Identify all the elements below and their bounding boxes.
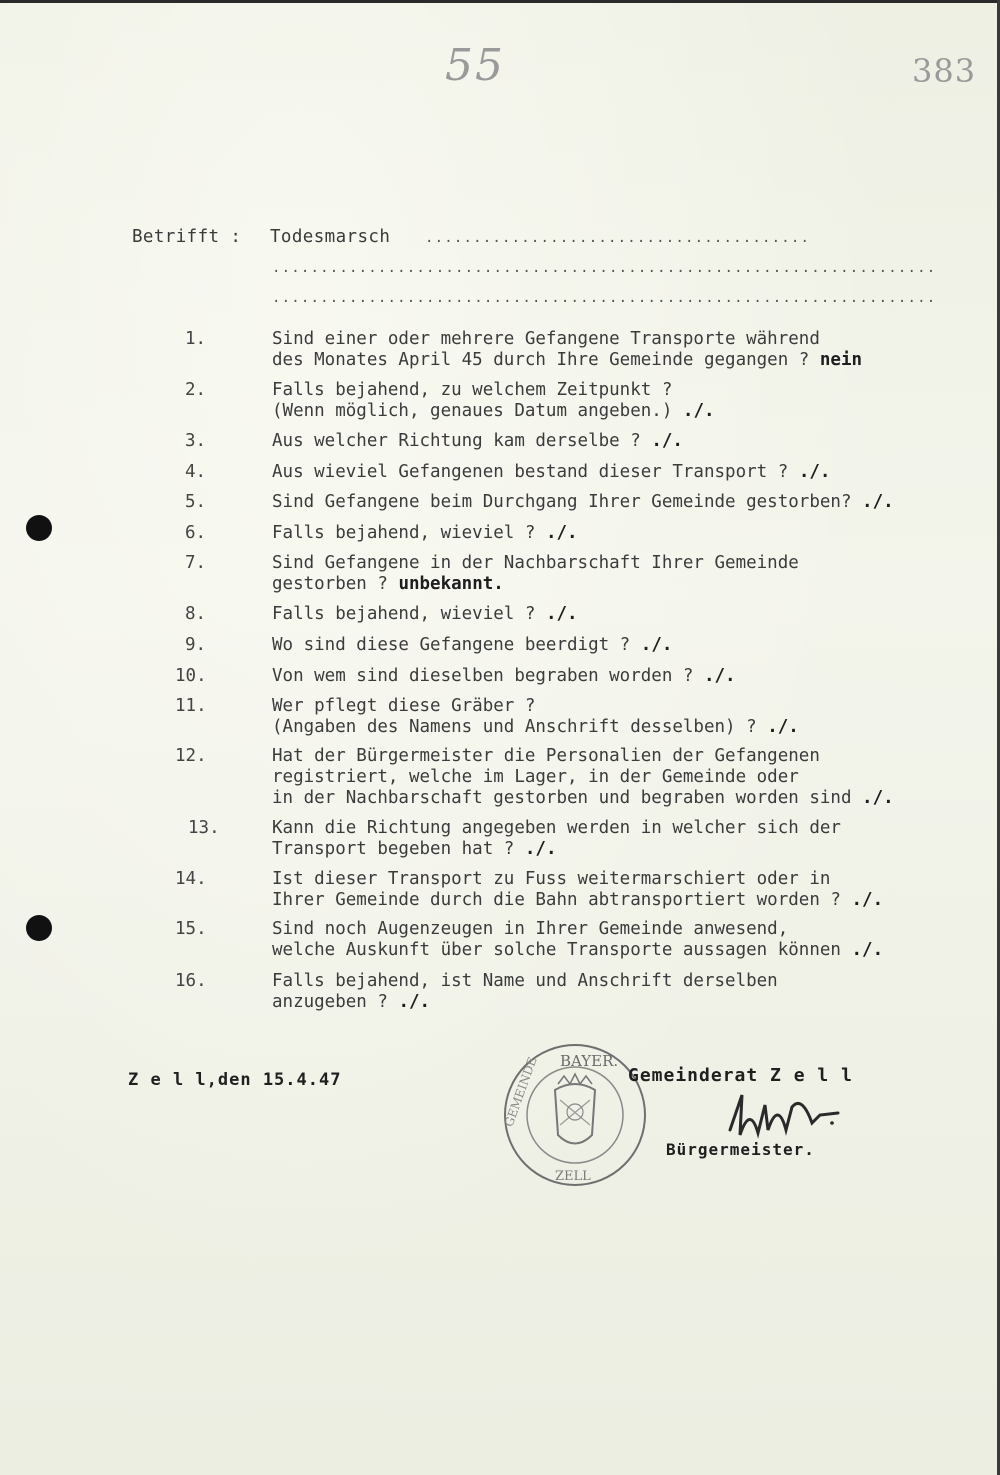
question-text-line [272, 919, 883, 940]
question-number: 7. [185, 553, 207, 573]
question-text: Ist dieser Transport zu Fuss weitermarschiert oder in [272, 869, 831, 889]
answer-text: ./. [682, 401, 715, 421]
question-text: Falls bejahend, ist Name und Anschrift derselben [272, 971, 778, 991]
question-text: anzugeben ? [272, 992, 388, 1012]
question-text-line [272, 746, 894, 767]
question-text: Hat der Bürgermeister die Personalien der Gefangenen [272, 746, 820, 766]
question-text: Sind noch Augenzeugen in Ihrer Gemeinde anwesend, [272, 919, 789, 939]
place-date: Z e l l,den 15.4.47 [128, 1070, 342, 1090]
subject-dotted-line-1: ........................................ [425, 230, 811, 246]
question-text-line [272, 350, 862, 371]
question-item [272, 523, 578, 544]
question-text-line [272, 992, 778, 1013]
question-number: 1. [185, 329, 207, 349]
question-item [272, 492, 894, 513]
question-item [272, 380, 715, 422]
question-text: Sind Gefangene beim Durchgang Ihrer Gemeinde gestorben? [272, 492, 852, 512]
question-text-line [272, 717, 799, 738]
question-text: Sind einer oder mehrere Gefangene Transporte während [272, 329, 820, 349]
question-item [272, 635, 672, 656]
question-item [272, 462, 830, 483]
question-text-line [272, 401, 715, 422]
question-text: Sind Gefangene in der Nachbarschaft Ihrer Gemeinde [272, 553, 799, 573]
question-text-line [272, 818, 841, 839]
question-text-line [272, 788, 894, 809]
question-item [272, 696, 799, 738]
question-number: 6. [185, 523, 207, 543]
question-number: 11. [175, 696, 207, 716]
question-number: 13. [188, 818, 220, 838]
question-text-line [272, 696, 799, 717]
stamp-bottom-text: ZELL [555, 1169, 591, 1184]
handwritten-page-number: 55 [445, 40, 505, 91]
question-text-line [272, 635, 672, 656]
question-text: Wo sind diese Gefangene beerdigt ? [272, 635, 631, 655]
question-text: des Monates April 45 durch Ihre Gemeinde gegangen ? [272, 350, 810, 370]
question-number: 2. [185, 380, 207, 400]
mayor-title: Bürgermeister. [666, 1140, 815, 1159]
question-text-line [272, 869, 883, 890]
answer-text: ./. [524, 839, 557, 859]
scan-edge-top [0, 0, 1000, 3]
question-text-line [272, 492, 894, 513]
question-text-line [272, 666, 736, 687]
answer-text: nein [819, 350, 863, 370]
question-text-line [272, 890, 883, 911]
punch-hole-icon [26, 915, 52, 941]
question-text: Falls bejahend, wieviel ? [272, 604, 536, 624]
subject-dotted-line-2: ..................................................................... [272, 260, 937, 276]
question-text: Falls bejahend, wieviel ? [272, 523, 536, 543]
question-number: 12. [175, 746, 207, 766]
answer-text: unbekannt. [398, 574, 504, 594]
subject-label: Betrifft : [132, 227, 242, 247]
question-text: Ihrer Gemeinde durch die Bahn abtransportiert worden ? [272, 890, 841, 910]
question-text: Von wem sind dieselben begraben worden ? [272, 666, 694, 686]
question-item [272, 818, 841, 860]
question-number: 14. [175, 869, 207, 889]
question-text: Transport begeben hat ? [272, 839, 515, 859]
answer-text: ./. [862, 788, 894, 808]
question-text-line [272, 329, 862, 350]
question-item [272, 666, 736, 687]
question-text: registriert, welche im Lager, in der Gemeinde oder [272, 767, 799, 787]
question-number: 4. [185, 462, 207, 482]
question-text: (Wenn möglich, genaues Datum angeben.) [272, 401, 673, 421]
question-text-line [272, 431, 683, 452]
answer-text: ./. [798, 462, 831, 482]
subject-value: Todesmarsch [270, 227, 391, 247]
question-number: 16. [175, 971, 207, 991]
answer-text: ./. [545, 523, 578, 543]
answer-text: ./. [862, 492, 894, 512]
question-text-line [272, 971, 778, 992]
question-number: 15. [175, 919, 207, 939]
answer-text: ./. [851, 890, 884, 910]
punch-hole-icon [26, 515, 52, 541]
answer-text: ./. [640, 635, 673, 655]
question-text-line [272, 604, 578, 625]
answer-text: ./. [767, 717, 799, 737]
question-item [272, 604, 578, 625]
question-item [272, 746, 894, 809]
question-item [272, 971, 778, 1013]
question-text: Kann die Richtung angegeben werden in welcher sich der [272, 818, 841, 838]
question-number: 5. [185, 492, 207, 512]
question-text-line [272, 553, 799, 574]
question-item [272, 329, 862, 371]
question-text: in der Nachbarschaft gestorben und begraben worden sind [272, 788, 852, 808]
question-number: 10. [175, 666, 207, 686]
answer-text: ./. [703, 666, 736, 686]
question-text-line [272, 574, 799, 595]
stamp-top-text: BAYER. [560, 1052, 619, 1070]
question-text-line [272, 940, 883, 961]
archive-number: 383 [912, 52, 977, 90]
question-text: (Angaben des Namens und Anschrift desselben) ? [272, 717, 757, 737]
municipal-seal-stamp [500, 1040, 650, 1190]
answer-text: ./. [651, 431, 683, 451]
question-text: Aus wieviel Gefangenen bestand dieser Transport ? [272, 462, 789, 482]
question-number: 3. [185, 431, 207, 451]
question-text-line [272, 380, 715, 401]
subject-dotted-line-3: ..................................................................... [272, 290, 937, 306]
question-text-line [272, 839, 841, 860]
answer-text: ./. [545, 604, 578, 624]
question-text-line [272, 767, 894, 788]
answer-text: ./. [851, 940, 884, 960]
question-item [272, 919, 883, 961]
question-text-line [272, 462, 830, 483]
question-text-line [272, 523, 578, 544]
answer-text: ./. [398, 992, 431, 1012]
stamp-left-text: GEMEINDE [501, 1055, 540, 1129]
question-text: Aus welcher Richtung kam derselbe ? [272, 431, 641, 451]
question-item [272, 431, 683, 452]
question-item [272, 553, 799, 595]
council-name: Gemeinderat Z e l l [628, 1065, 853, 1086]
question-item [272, 869, 883, 911]
question-text: welche Auskunft über solche Transporte aussagen können [272, 940, 841, 960]
question-text: gestorben ? [272, 574, 388, 594]
question-number: 8. [185, 604, 207, 624]
question-text: Wer pflegt diese Gräber ? [272, 696, 536, 716]
question-text: Falls bejahend, zu welchem Zeitpunkt ? [272, 380, 673, 400]
question-number: 9. [185, 635, 207, 655]
